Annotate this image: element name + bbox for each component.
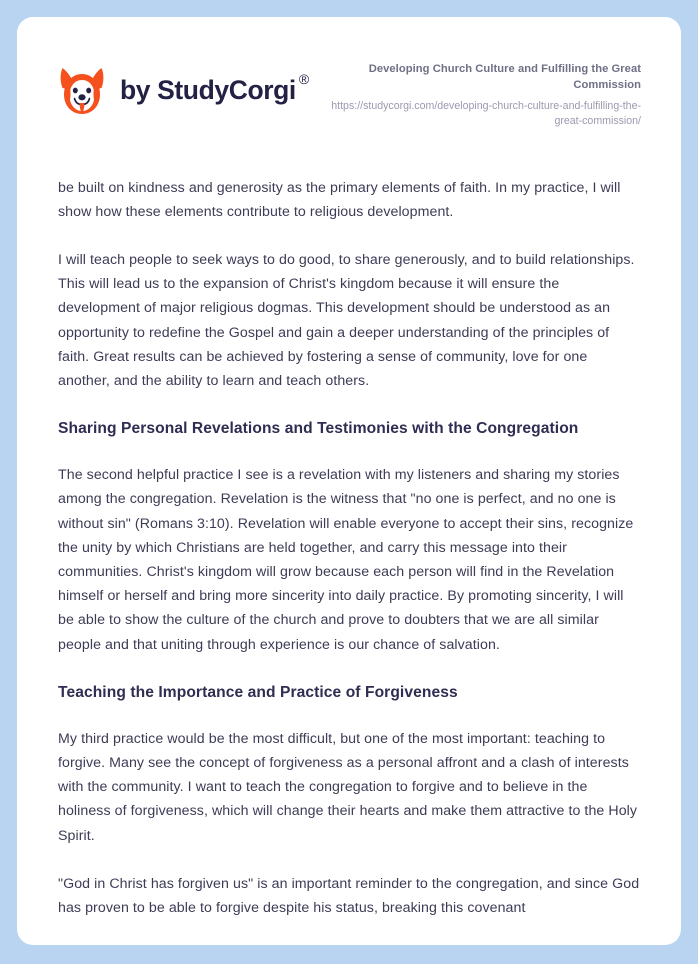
document-url[interactable]: https://studycorgi.com/developing-church-culture-and-fulfilling-the-great-commission/ (331, 99, 641, 128)
brand-name: by StudyCorgi (120, 74, 296, 105)
registered-trademark-icon: ® (298, 70, 309, 87)
section-heading: Teaching the Importance and Practice of Forgiveness (58, 683, 458, 701)
brand-logo[interactable] (58, 59, 309, 115)
body-paragraph: The second helpful practice I see is a revelation with my listeners and sharing my stories among the congregation. Revelation is the witness that "no one is perfect, and no one is without sin" (Romans 3:10). Revelation will enable everyone to accept their sins, recognize the unity by which Christians are held together, and carry this message into their communities. Christ's kingdom will grow because each person will find in the Revelation himself or herself and bring more sincerity into daily practice. By promoting sincerity, I will be able to show the culture of the church and prove to doubters that we are all similar people and that uniting through experience is our chance of salvation. (58, 467, 634, 653)
body-paragraph: My third practice would be the most difficult, but one of the most important: teaching to forgive. Many see the concept of forgiveness as a personal affront and a clash of interests with the community. I want to teach the congregation to forgive and to believe in the holiness of forgiveness, which will change their hearts and make them attractive to the Holy Spirit. (58, 730, 638, 844)
document-page-card (17, 17, 681, 945)
document-header (17, 17, 681, 130)
body-paragraph: "God in Christ has forgiven us" is an important reminder to the congregation, and since God has proven to be able to forgive despite his status, breaking this covenant (58, 875, 640, 916)
body-paragraph: be built on kindness and generosity as the primary elements of faith. In my practice, I will show how these elements contribute to religious development. (58, 179, 621, 220)
brand-wordmark (120, 70, 309, 105)
body-paragraph: I will teach people to seek ways to do good, to share generously, and to build relationships. This will lead us to the expansion of Christ's kingdom because it will ensure the development of major religious dogmas. This development should be understood as an opportunity to redefine the Gospel and gain a deeper understanding of the principles of faith. Great results can be achieved by fostering a sense of community, love for one another, and the ability to learn and teach others. (58, 251, 635, 389)
article-body (17, 176, 681, 921)
document-meta (329, 59, 641, 130)
section-heading: Sharing Personal Revelations and Testimonies with the Congregation (58, 420, 579, 438)
corgi-head-icon (58, 65, 106, 115)
document-title: Developing Church Culture and Fulfilling the Great Commission (368, 63, 641, 91)
